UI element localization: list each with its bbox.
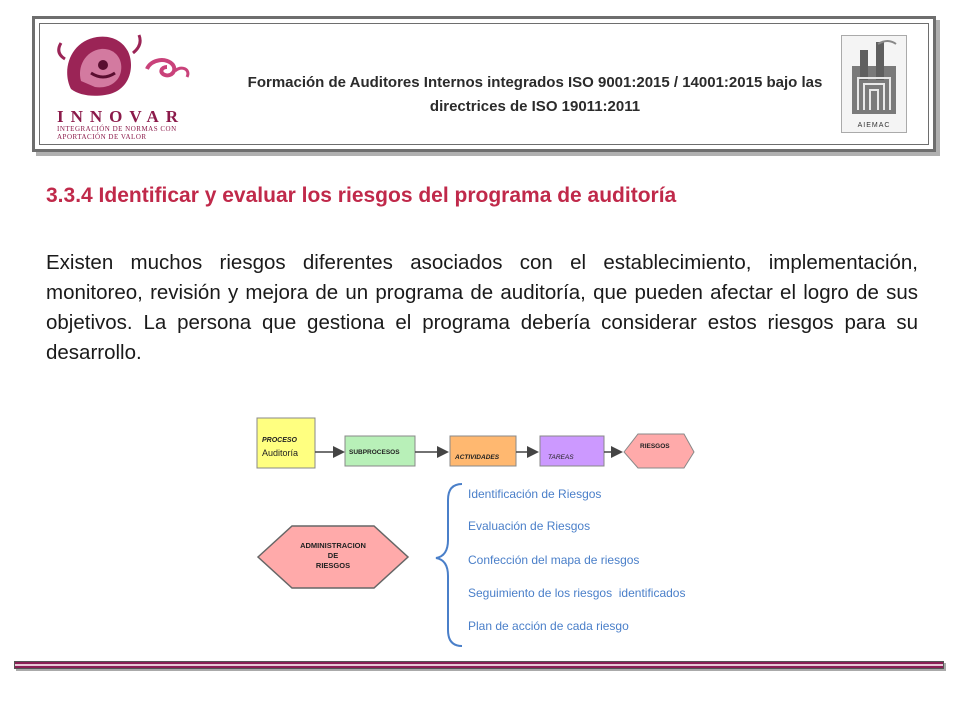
innovar-wordmark: INNOVAR: [57, 107, 186, 126]
section-body-text: Existen muchos riesgos diferentes asociados con el establecimiento, implementación, monitoreo, revisión y mejora de un programa de auditoría, que pueden afectar el logro de sus objetivos. La persona que gestiona el programa debería considerar estos riesgos para su desarrollo.: [46, 251, 918, 364]
items-brace: [436, 484, 462, 646]
innovar-emblem-icon: [51, 29, 201, 107]
aiemac-label: AIEMAC: [857, 122, 891, 129]
innovar-tagline: INTEGRACIÓN DE NORMAS CON APORTACIÓN DE VALOR: [57, 125, 177, 141]
header-banner: [32, 16, 936, 152]
risk-item-1: Identificación de Riesgos: [468, 487, 602, 501]
flow-label-tareas: TAREAS: [548, 454, 574, 461]
flow-label-subprocesos: SUBPROCESOS: [349, 449, 400, 456]
footer-divider-highlight: [15, 664, 943, 666]
hexagon-line-2: DE: [327, 551, 339, 560]
header-title: Formación de Auditores Internos integrados ISO 9001:2015 / 14001:2015 bajo las directrices de ISO 19011:2011: [247, 74, 823, 115]
risk-item-2: Evaluación de Riesgos: [468, 519, 591, 533]
footer-divider: [14, 661, 944, 669]
risk-item-3: Confección del mapa de riesgos: [468, 553, 640, 567]
aiemac-emblem-icon: [842, 36, 906, 118]
innovar-logo: [51, 29, 201, 139]
risk-management-diagram: [252, 410, 722, 655]
flow-label-riesgos: RIESGOS: [640, 443, 670, 450]
flow-label-proceso: PROCESO: [262, 437, 298, 444]
section-title: 3.3.4 Identificar y evaluar los riesgos del programa de auditoría: [46, 184, 677, 207]
flow-sublabel-proceso: Auditoría: [262, 448, 299, 458]
flow-box-riesgos: [624, 434, 694, 468]
hexagon-line-3: RIESGOS: [315, 561, 351, 570]
flow-label-actividades: ACTIVIDADES: [455, 454, 500, 461]
hexagon-line-1: ADMINISTRACION: [300, 541, 366, 550]
flow-box-tareas: [540, 436, 604, 466]
risk-item-5: Plan de acción de cada riesgo: [468, 619, 629, 633]
aiemac-logo: [841, 35, 907, 133]
risk-item-4: Seguimiento de los riesgos identificados: [468, 586, 686, 600]
flow-box-actividades: [450, 436, 516, 466]
